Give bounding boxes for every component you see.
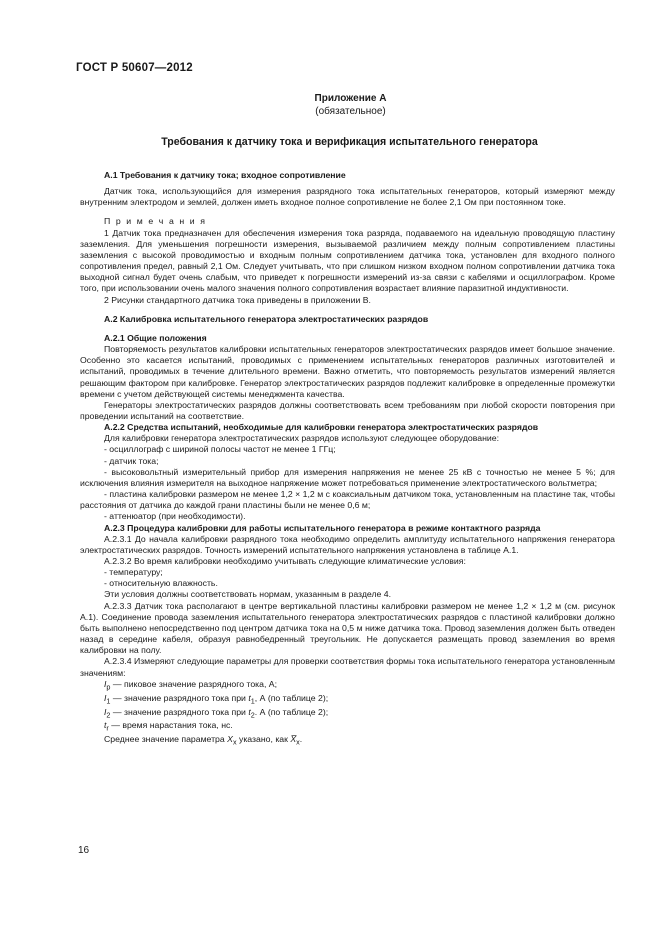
paragraph: Генераторы электростатических разрядов должны соответствовать всем требованиям при любой скорости повторения при проведении испытаний на соответствие. (80, 399, 615, 421)
section-a21-heading: А.2.1 Общие положения (104, 332, 207, 343)
section-a2-heading: А.2 Калибровка испытательного генератора электростатических разрядов (104, 313, 429, 324)
paragraph: Для калибровки генератора электростатических разрядов используют следующее оборудование: (104, 433, 500, 444)
annex-heading (0, 92, 661, 118)
variable-definition: $I_1$ — значение разрядного тока при $t_1$, А (по таблице 2); (104, 692, 329, 706)
paragraph: А.2.3.4 Измеряют следующие параметры для проверки соответствия формы тока испытательного генератора установленным значениям: (80, 656, 615, 678)
annex-title: Приложение А (314, 93, 387, 104)
list-item: - аттенюатор (при необходимости). (104, 511, 246, 522)
paragraph: А.2.3.3 Датчик тока располагают в центре вертикальной пластины калибровки размером не менее 1,2 × 1,2 м (см. рисунок А.1). Соединение провода заземления испытательного генератора электростатических разрядов с пластиной калибровки должно быть выполнено непосредственно под центром датчика тока на 0,5 м ниже датчика тока. Провод заземления должен быть отведен назад в середине кабеля, образуя равнобедренный треугольник. Не допускается размещать провод заземления во время калибровки на полу. (80, 600, 615, 656)
paragraph: Повторяемость результатов калибровки испытательных генераторов электростатических разрядов имеет большое значение. Особенно это касается испытаний, проводимых с применением испытательных генераторов различных изготовителей и испытаний, проводимых в течение длительного времени. Важно отметить, что повторяемость результатов измерений является решающим фактором при калибровке. Генератор электростатических разрядов подлежит калибровке в определенные промежутки времени с учетом действующей системы менеджмента качества. (80, 344, 615, 399)
list-item: - температуру; (104, 567, 163, 578)
paragraph: Датчик тока, использующийся для измерения разрядного тока испытательных генераторов, который измеряют между внутренним электродом и землей, должен иметь входное полное сопротивление не более 2,1 Ом при постоянном токе. (80, 186, 615, 208)
mean-value-line: Среднее значение параметра $X_x$ указано, как $X̅_x$. (104, 734, 303, 748)
section-a1-heading: А.1 Требования к датчику тока; входное сопротивление (104, 170, 346, 180)
list-item: - датчик тока; (104, 455, 159, 466)
page-number: 16 (78, 845, 90, 856)
variable-definition: $I_p$ — пиковое значение разрядного тока, А; (104, 678, 278, 692)
notes-label: П р и м е ч а н и я (104, 216, 207, 227)
note-2: 2 Рисунки стандартного датчика тока приведены в приложении В. (104, 294, 371, 305)
list-item: - пластина калибровки размером не менее 1,2 × 1,2 м с коаксиальным датчиком тока, установленным на пластине так, чтобы расстояния от датчика до каждой грани пластины были не менее 0,6 м; (80, 489, 615, 511)
variable-definition: $t_r$ — время нарастания тока, нс. (104, 720, 233, 734)
section-a23-heading: А.2.3 Процедура калибровки для работы испытательного генератора в режиме контактного разряда (104, 522, 541, 533)
paragraph: А.2.3.2 Во время калибровки необходимо учитывать следующие климатические условия: (104, 556, 466, 566)
paragraph: Эти условия должны соответствовать нормам, указанным в разделе 4. (104, 589, 392, 600)
annex-body (80, 170, 615, 748)
paragraph: А.2.3.1 До начала калибровки разрядного тока необходимо определить амплитуду испытательного напряжения генератора электростатических разрядов. Точность измерений испытательного напряжения установлена в таблице А.1. (80, 533, 615, 555)
standard-header: ГОСТ Р 50607—2012 (76, 62, 193, 74)
list-item: - высоковольтный измерительный прибор для измерения напряжения не менее 25 кВ с точностью не менее 5 %; для исключения влияния измерителя на выходное напряжение может потребоваться применение электростатического вольтметра; (80, 466, 615, 488)
variable-definition: $I_2$ — значение разрядного тока при $t_2$. А (по таблице 2); (104, 706, 329, 720)
list-item: - относительную влажность. (104, 578, 218, 589)
annex-status: (обязательное) (315, 106, 386, 117)
note-1: 1 Датчик тока предназначен для обеспечения измерения тока разряда, подаваемого на идеальную проводящую пластину заземления. Для уменьшения погрешности измерения, вызываемой различием между полным сопротивлением пластины заземления с высокой проводимостью и входным полным сопротивлением датчика тока, установлен для входного полного сопротивления предел, равный 2,1 Ом. Следует учитывать, что при слишком низком входном полном сопротивлении датчика тока выходной сигнал будет очень слабым, что приведет к погрешности измерений из-за связи с кабелями и осциллографом. Кроме того, при использовании очень малого значения полного сопротивления возрастает влияние паразитной индуктивности. (80, 227, 615, 294)
annex-main-title: Требования к датчику тока и верификация испытательного генератора (161, 136, 538, 148)
list-item: - осциллограф с шириной полосы частот не менее 1 ГГц; (104, 444, 336, 455)
section-a22-heading: А.2.2 Средства испытаний, необходимые для калибровки генератора электростатических разрядов (104, 422, 539, 433)
